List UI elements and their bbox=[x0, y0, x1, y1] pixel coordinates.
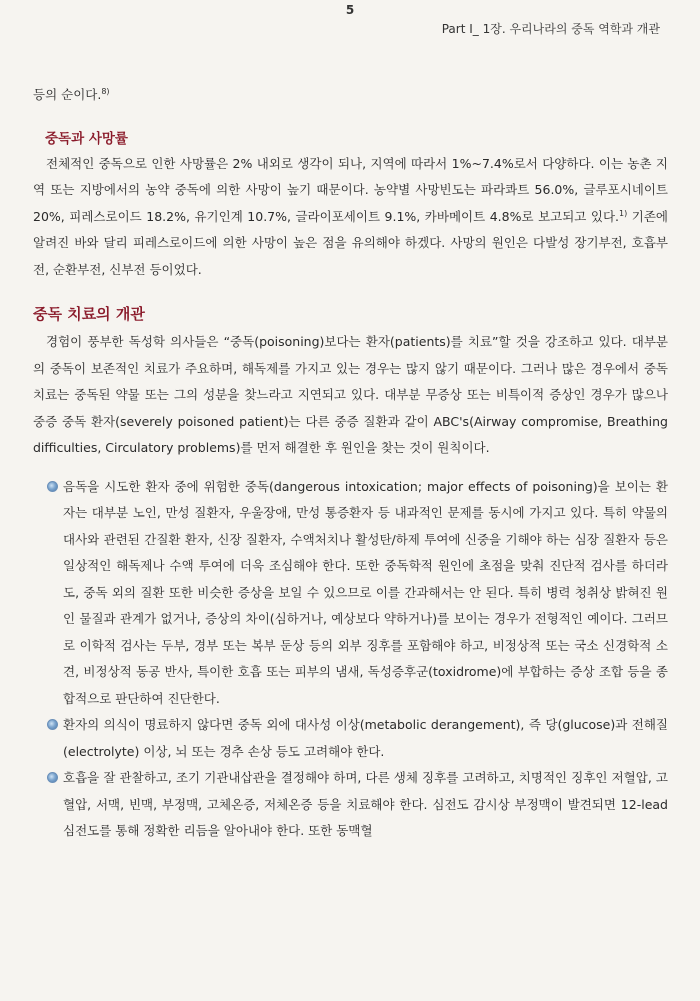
footnote-ref: 1) bbox=[619, 208, 628, 218]
treatment-paragraph: 경험이 풍부한 독성학 의사들은 “중독(poisoning)보다는 환자(patients)를 치료”할 것을 강조하고 있다. 대부분의 중독이 보존적인 치료가 주요하며, 해독제를 가지고 있는 경우는 많지 않기 때문이다. 그러나 많은 경우에서 중독 치료는 중독된 약물 또는 그의 성분을 찾느라고 지연되고 있다. 대부분 무증상 또는 비특이적 증상인 경우가 많으나 중증 중독 환자(severely poisoned patient)는 다른 중증 질환과 같이 ABC's(Airway compromise, Breathing difficulties, Circulatory problems)를 먼저 해결한 후 원인을 찾는 것이 원칙이다. bbox=[33, 334, 668, 455]
bullet-dot-icon bbox=[47, 772, 58, 783]
footnote-ref: 8) bbox=[101, 86, 110, 96]
page-body bbox=[33, 82, 668, 845]
bullet-list bbox=[33, 474, 668, 845]
bullet-item bbox=[33, 474, 668, 713]
bullet-item bbox=[33, 712, 668, 765]
bullet-text: 호흡을 잘 관찰하고, 조기 기관내삽관을 결정해야 하며, 다른 생체 징후를 고려하고, 치명적인 징후인 저혈압, 고혈압, 서맥, 빈맥, 부정맥, 고체온증, 저체온증 등을 치료해야 한다. 심전도 감시상 부정맥이 발견되면 12-lead 심전도를 통해 정확한 리듬을 알아내야 한다. 또한 동맥혈 bbox=[63, 770, 668, 838]
bullet-text: 환자의 의식이 명료하지 않다면 중독 외에 대사성 이상(metabolic derangement), 즉 당(glucose)과 전해질(electrolyte) 이상, 뇌 또는 경추 손상 등도 고려해야 한다. bbox=[63, 717, 668, 759]
bullet-text: 음독을 시도한 환자 중에 위험한 중독(dangerous intoxication; major effects of poisoning)을 보이는 환자는 대부분 노인, 만성 질환자, 우울장애, 만성 통증환자 등 내과적인 문제를 동시에 가지고 있다. 특히 약물의 대사와 관련된 간질환 환자, 신장 질환자, 수액처치나 활성탄/하제 투여에 신중을 기해야 하는 심장 질환자 등은 일상적인 해독제나 수액 투여에 더욱 조심해야 한다. 또한 중독학적 원인에 초점을 맞춰 진단적 검사를 하더라도, 중독 외의 질환 또한 비슷한 증상을 보일 수 있으므로 이를 간과해서는 안 된다. 특히 병력 청취상 밝혀진 원인 물질과 관계가 없거나, 증상의 차이(심하거나, 예상보다 약하거나)를 보이는 경우가 전형적인 예이다. 그러므로 이학적 검사는 두부, 경부 또는 복부 둔상 등의 외부 징후를 포함해야 하고, 비정상적 또는 국소 신경학적 소견, 비정상적 동공 반사, 특이한 호흡 또는 피부의 냄새, 독성증후군(toxidrome)에 부합하는 증상 조합 등을 종합적으로 판단하여 진단한다. bbox=[63, 478, 668, 706]
bullet-item bbox=[33, 765, 668, 845]
intro-paragraph bbox=[33, 82, 668, 109]
section-heading-mortality: 중독과 사망률 bbox=[45, 130, 128, 147]
mortality-text-a: 전체적인 중독으로 인한 사망률은 2% 내외로 생각이 되나, 지역에 따라서 1%~7.4%로서 다양하다. 이는 농촌 지역 또는 지방에서의 농약 중독에 의한 사망이 높기 때문이다. 농약별 사망빈도는 파라콰트 56.0%, 글루포시네이트 20%, 피레스로이드 18.2%, 유기인계 10.7%, 글라이포세이트 9.1%, 카바메이트 4.8%로 보고되고 있다. bbox=[33, 155, 668, 224]
mortality-paragraph bbox=[33, 151, 668, 284]
intro-text: 등의 순이다. bbox=[33, 87, 102, 102]
page-number: 5 bbox=[345, 3, 355, 17]
bullet-dot-icon bbox=[47, 719, 58, 730]
mortality-text-b: 기존에 알려진 바와 달리 피레스로이드에 의한 사망이 높은 점을 유의해야 하겠다. 사망의 원인은 다발성 장기부전, 호흡부전, 순환부전, 신부전 등이었다. bbox=[33, 208, 669, 277]
running-header: Part I_ 1장. 우리나라의 중독 역학과 개관 bbox=[441, 22, 660, 36]
section-heading-treatment: 중독 치료의 개관 bbox=[33, 305, 145, 323]
bullet-dot-icon bbox=[47, 481, 58, 492]
